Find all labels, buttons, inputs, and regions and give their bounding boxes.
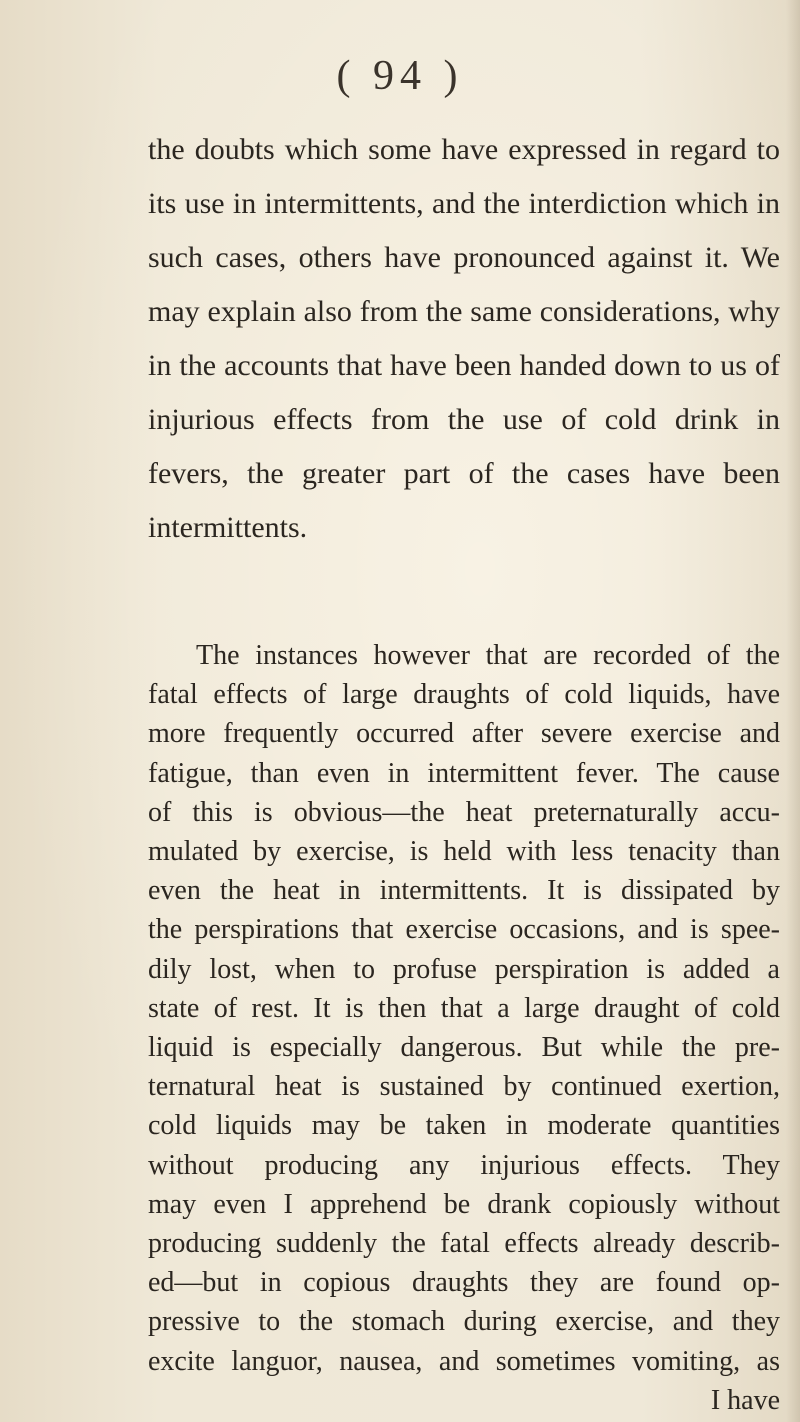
text-line: fatigue, than even in intermittent fever. The cause — [148, 757, 780, 789]
text-line: more frequently occurred after severe exercise and — [148, 718, 780, 750]
page-number: ( 94 ) — [336, 53, 464, 99]
text-line: fevers, the greater part of the cases have been — [148, 457, 780, 490]
text-line: liquid is especially dangerous. But while the pre- — [148, 1032, 780, 1063]
text-line: state of rest. It is then that a large draught of cold — [148, 992, 780, 1024]
text-line: the perspirations that exercise occasions, and is spee- — [148, 914, 780, 946]
text-line: without producing any injurious effects. They — [148, 1149, 780, 1181]
text-line-indented: The instances however that are recorded of the — [196, 640, 780, 671]
catchword: I have — [710, 1384, 780, 1416]
text-line: ed—but in copious draughts they are found op- — [148, 1267, 780, 1299]
text-line: ternatural heat is sustained by continued exertion, — [148, 1071, 780, 1103]
text-line: producing suddenly the fatal effects already describ- — [148, 1228, 780, 1259]
text-line: the doubts which some have expressed in regard to — [148, 133, 780, 166]
text-line: injurious effects from the use of cold drink in — [148, 403, 780, 436]
text-line: mulated by exercise, is held with less tenacity than — [148, 836, 780, 867]
text-line: its use in intermittents, and the interdiction which in — [148, 187, 780, 220]
text-line: intermittents. — [148, 511, 308, 544]
text-line: may explain also from the same considerations, why — [148, 295, 780, 328]
text-line: even the heat in intermittents. It is dissipated by — [148, 875, 780, 907]
text-line: dily lost, when to profuse perspiration is added a — [148, 953, 780, 985]
page-edge-shadow — [786, 0, 800, 1422]
text-line: pressive to the stomach during exercise, and they — [148, 1306, 780, 1338]
text-line: in the accounts that have been handed down to us of — [148, 349, 780, 382]
text-line: of this is obvious—the heat preternaturally accu- — [148, 796, 780, 828]
text-line: excite languor, nausea, and sometimes vomiting, as — [148, 1345, 780, 1377]
text-line: may even I apprehend be drank copiously without — [148, 1188, 780, 1220]
text-line: such cases, others have pronounced against it. We — [148, 241, 780, 274]
text-line: fatal effects of large draughts of cold liquids, have — [148, 679, 780, 711]
text-line: cold liquids may be taken in moderate quantities — [148, 1110, 780, 1142]
